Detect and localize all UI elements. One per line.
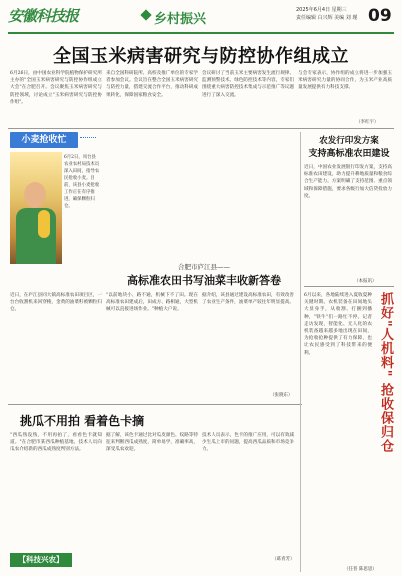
right-vertical-headline: 抓好"人机料" 抢收保归仓 [378, 292, 393, 454]
right-story1-signature: （本报讯） [354, 279, 377, 284]
story2-col-3: 据介绍，该县通过建设高标准农田，有效改善了农业生产条件，油菜单产较往年明显提高。 [202, 293, 294, 306]
right-headline-line2: 支持高标准农田建设 [308, 149, 390, 159]
page-number: 09 [368, 6, 392, 26]
masthead [0, 0, 402, 34]
story2-col-1: 近日，在庐江县同大镇高标准农田项目区，一台台收割机来回穿梭，金黄的油菜籽被颗粒归仓。 [10, 293, 102, 313]
lead-headline: 全国玉米病害研究与防控协作组成立 [53, 46, 349, 67]
section-divider [8, 128, 394, 129]
banner-decoration [80, 137, 96, 143]
right-story1-body: 近日，中国农业发展银行印发方案，支持高标准农田建设，助力提升耕地质量和粮食综合生产能力。方案明确了支持范围、重点领域和保障措施，要求各级行加大信贷投放力度。 [304, 165, 392, 199]
story-divider [8, 404, 302, 405]
photo-person-body [16, 208, 56, 264]
right-story2-body: 6月以来，各地陆续进入夏收夏种关键时期。农机装备在田间地头大显身手，从收割、打捆到播种，"铁牛"们一路忙不停。记者走访发现，智能化、无人化的农机装备越来越多地出现在田间，为抢收抢种提供了有力保障，也让农民感受到了科技带来的便利。 [304, 293, 372, 356]
masthead-rule [8, 32, 394, 34]
lead-col-1: 6月26日，由中国农业科学院植物保护研究所主办的"全国玉米病害研究与防控协作组成立大会"在合肥召开。会议聚焦玉米病害研究与防控领域，讨论成立"玉米病害研究与防控协作组"。 [10, 71, 102, 105]
story3-signature: （葛青芳） [272, 557, 295, 562]
right-story2-signature: （任普 陈思思） [344, 567, 377, 572]
date-editor-line: 2025年6月4日 星期三 责任编辑 白兴辉 美编 刘 瑾 [296, 7, 358, 21]
story2-subheadline: 合肥市庐江县—— [178, 263, 230, 271]
sidebar-banner: 小麦抢收忙 [10, 132, 78, 148]
column-tag: 【科技兴农】 [10, 553, 72, 567]
lead-col-2: 来自全国科研院所、高校及推广单位的专家学者参加会议。会议旨在整合全国玉米病害研究与防控力量，搭建交流合作平台，推动科研成果转化，保障国家粮食安全。 [106, 71, 198, 98]
lead-col-3: 会议研讨了当前玉米主要病害发生流行规律、监测预警技术、绿色防控技术等内容，专家们围绕重大病害防控技术集成与示范推广等议题进行了深入交流。 [202, 71, 294, 98]
story3-col-3: 技术人员表示，色卡的推广应用，可以有效减少生瓜上市的问题，提高西瓜品质和市场竞争力。 [202, 433, 294, 453]
story3-col-2: 据了解，该色卡通过比对瓜皮颜色、纹路等特征来判断西瓜成熟度，简单易学，准确率高，深受瓜农欢迎。 [106, 433, 198, 453]
right-divider [304, 286, 394, 287]
photo-caption: 6月2日，凤台县农业农村局技术员深入田间，指导农民抢收小麦。目前，该县小麦抢收工作正在有序推进，确保颗粒归仓。 [64, 155, 100, 209]
story2-signature: （张晓东） [270, 393, 293, 398]
story3-col-1: "西瓜熟没熟，不用再拍了，看看色卡就知道。"在合肥市某西瓜种植基地，技术人员向瓜农介绍新的西瓜成熟度判别方法。 [10, 433, 102, 453]
photo-crop [38, 210, 50, 238]
story2-headline: 高标准农田书写油菜丰收新答卷 [127, 274, 281, 287]
photo-person-face [24, 182, 46, 208]
newspaper-logo: 安徽科技报 [8, 7, 79, 25]
lead-signature: （李红宇） [356, 120, 379, 125]
column-separator [300, 132, 301, 572]
wheat-harvest-photo [10, 152, 62, 264]
right-headline-line1: 农发行印发方案 [319, 136, 379, 146]
story2-col-2: "以前地块小、路不通，机械下不了田。现在高标准农田建成后，田成方、路相通，大型机械可以直接进场作业。"种植大户说。 [106, 293, 198, 313]
story3-headline: 挑瓜不用拍 看着色卡摘 [20, 414, 145, 428]
section-label: 乡村振兴 [154, 8, 206, 27]
lead-col-4: 与会专家表示，协作组的成立将进一步加强玉米病害研究力量的协同合作，为玉米产业高质量发展提供有力科技支撑。 [298, 71, 392, 91]
